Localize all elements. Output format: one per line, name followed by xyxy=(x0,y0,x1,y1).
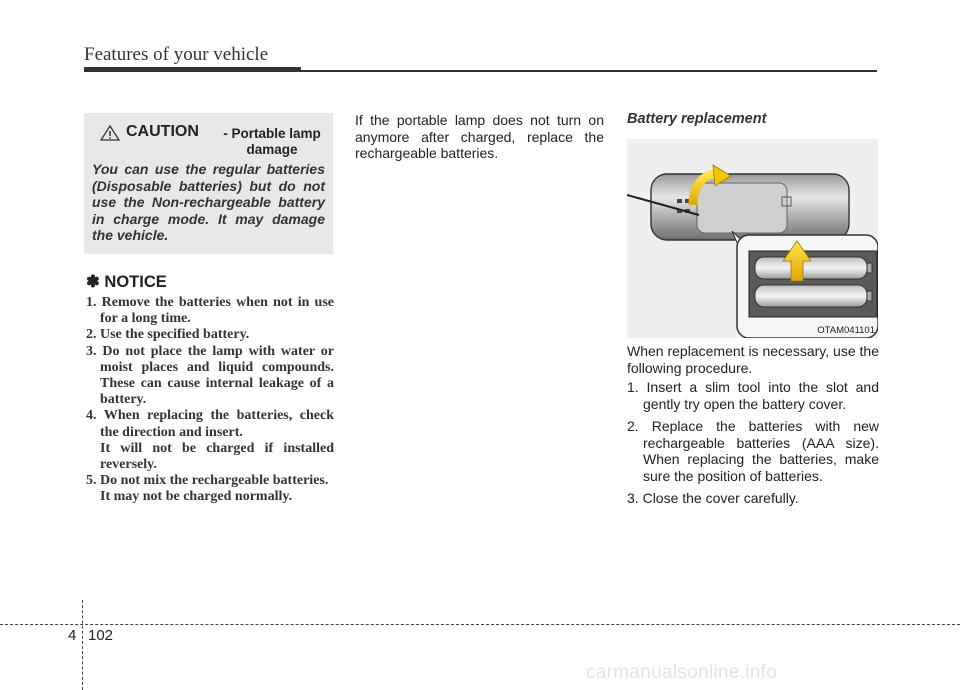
battery-step-text: Replace the batteries with new rechargeable batteries (AAA size). When replacing the batteries, make sure the position of batteries. xyxy=(643,418,879,484)
footer-vertical-rule xyxy=(82,600,83,690)
caution-topic: - Portable lamp damage xyxy=(223,126,321,157)
notice-item xyxy=(86,295,334,327)
caution-body: You can use the regular batteries (Disposable batteries) but do not use the Non-rechargeable battery in charge mode. It may damage the vehicle. xyxy=(92,161,325,243)
notice-item xyxy=(86,344,334,409)
watermark: carmanualsonline.info xyxy=(586,662,778,683)
warning-triangle-icon xyxy=(100,125,120,141)
page-number: 102 xyxy=(88,627,114,644)
notice-list xyxy=(86,295,334,506)
notice-item-extra: It will not be charged if installed reversely. xyxy=(100,440,334,473)
notice-item-text: Do not place the lamp with water or moist places and liquid compounds. These can cause internal leakage of a battery. xyxy=(100,343,334,408)
battery-steps xyxy=(627,379,879,513)
notice-item-extra: It may not be charged normally. xyxy=(100,489,293,505)
battery-step xyxy=(627,418,879,484)
battery-step-text: Insert a slim tool into the slot and gently try open the battery cover. xyxy=(643,379,879,412)
notice-item-number: 2. xyxy=(86,327,97,343)
notice-item-text: Use the specified battery. xyxy=(100,327,250,343)
figure-code: OTAM041101 xyxy=(817,325,875,336)
notice-item-text: Do not mix the rechargeable batteries. xyxy=(100,473,329,489)
notice-item xyxy=(86,327,334,343)
battery-step-number: 2. xyxy=(627,418,639,434)
notice-item xyxy=(86,473,334,505)
chapter-number: 4 xyxy=(68,627,77,644)
caution-box xyxy=(84,113,333,254)
notice-item-number: 3. xyxy=(86,343,97,359)
header-rule-thick xyxy=(84,67,301,72)
header-rule-thin xyxy=(301,70,877,72)
battery-step xyxy=(627,379,879,412)
portable-lamp-illustration xyxy=(627,139,878,338)
notice-item xyxy=(86,408,334,473)
battery-step xyxy=(627,490,879,507)
notice-item-number: 4. xyxy=(86,408,97,424)
page-header-title: Features of your vehicle xyxy=(84,44,269,65)
footer-rule xyxy=(0,624,960,625)
battery-step-text: Close the cover carefully. xyxy=(642,490,799,506)
notice-item-number: 1. xyxy=(86,295,97,310)
battery-section-title: Battery replacement xyxy=(627,111,767,127)
notice-item-text: Remove the batteries when not in use for a long time. xyxy=(100,295,335,327)
lamp-paragraph: If the portable lamp does not turn on anymore after charged, replace the rechargeable batteries. xyxy=(355,112,604,161)
battery-figure xyxy=(627,139,878,338)
notice-item-number: 5. xyxy=(86,473,97,489)
battery-step-number: 1. xyxy=(627,379,639,395)
battery-intro: When replacement is necessary, use the following procedure. xyxy=(627,343,879,376)
notice-title: ✽ NOTICE xyxy=(86,273,167,291)
notice-item-text: When replacing the batteries, check the direction and insert. xyxy=(100,408,335,440)
battery-step-number: 3. xyxy=(627,490,639,506)
caution-label: CAUTION xyxy=(126,123,199,140)
